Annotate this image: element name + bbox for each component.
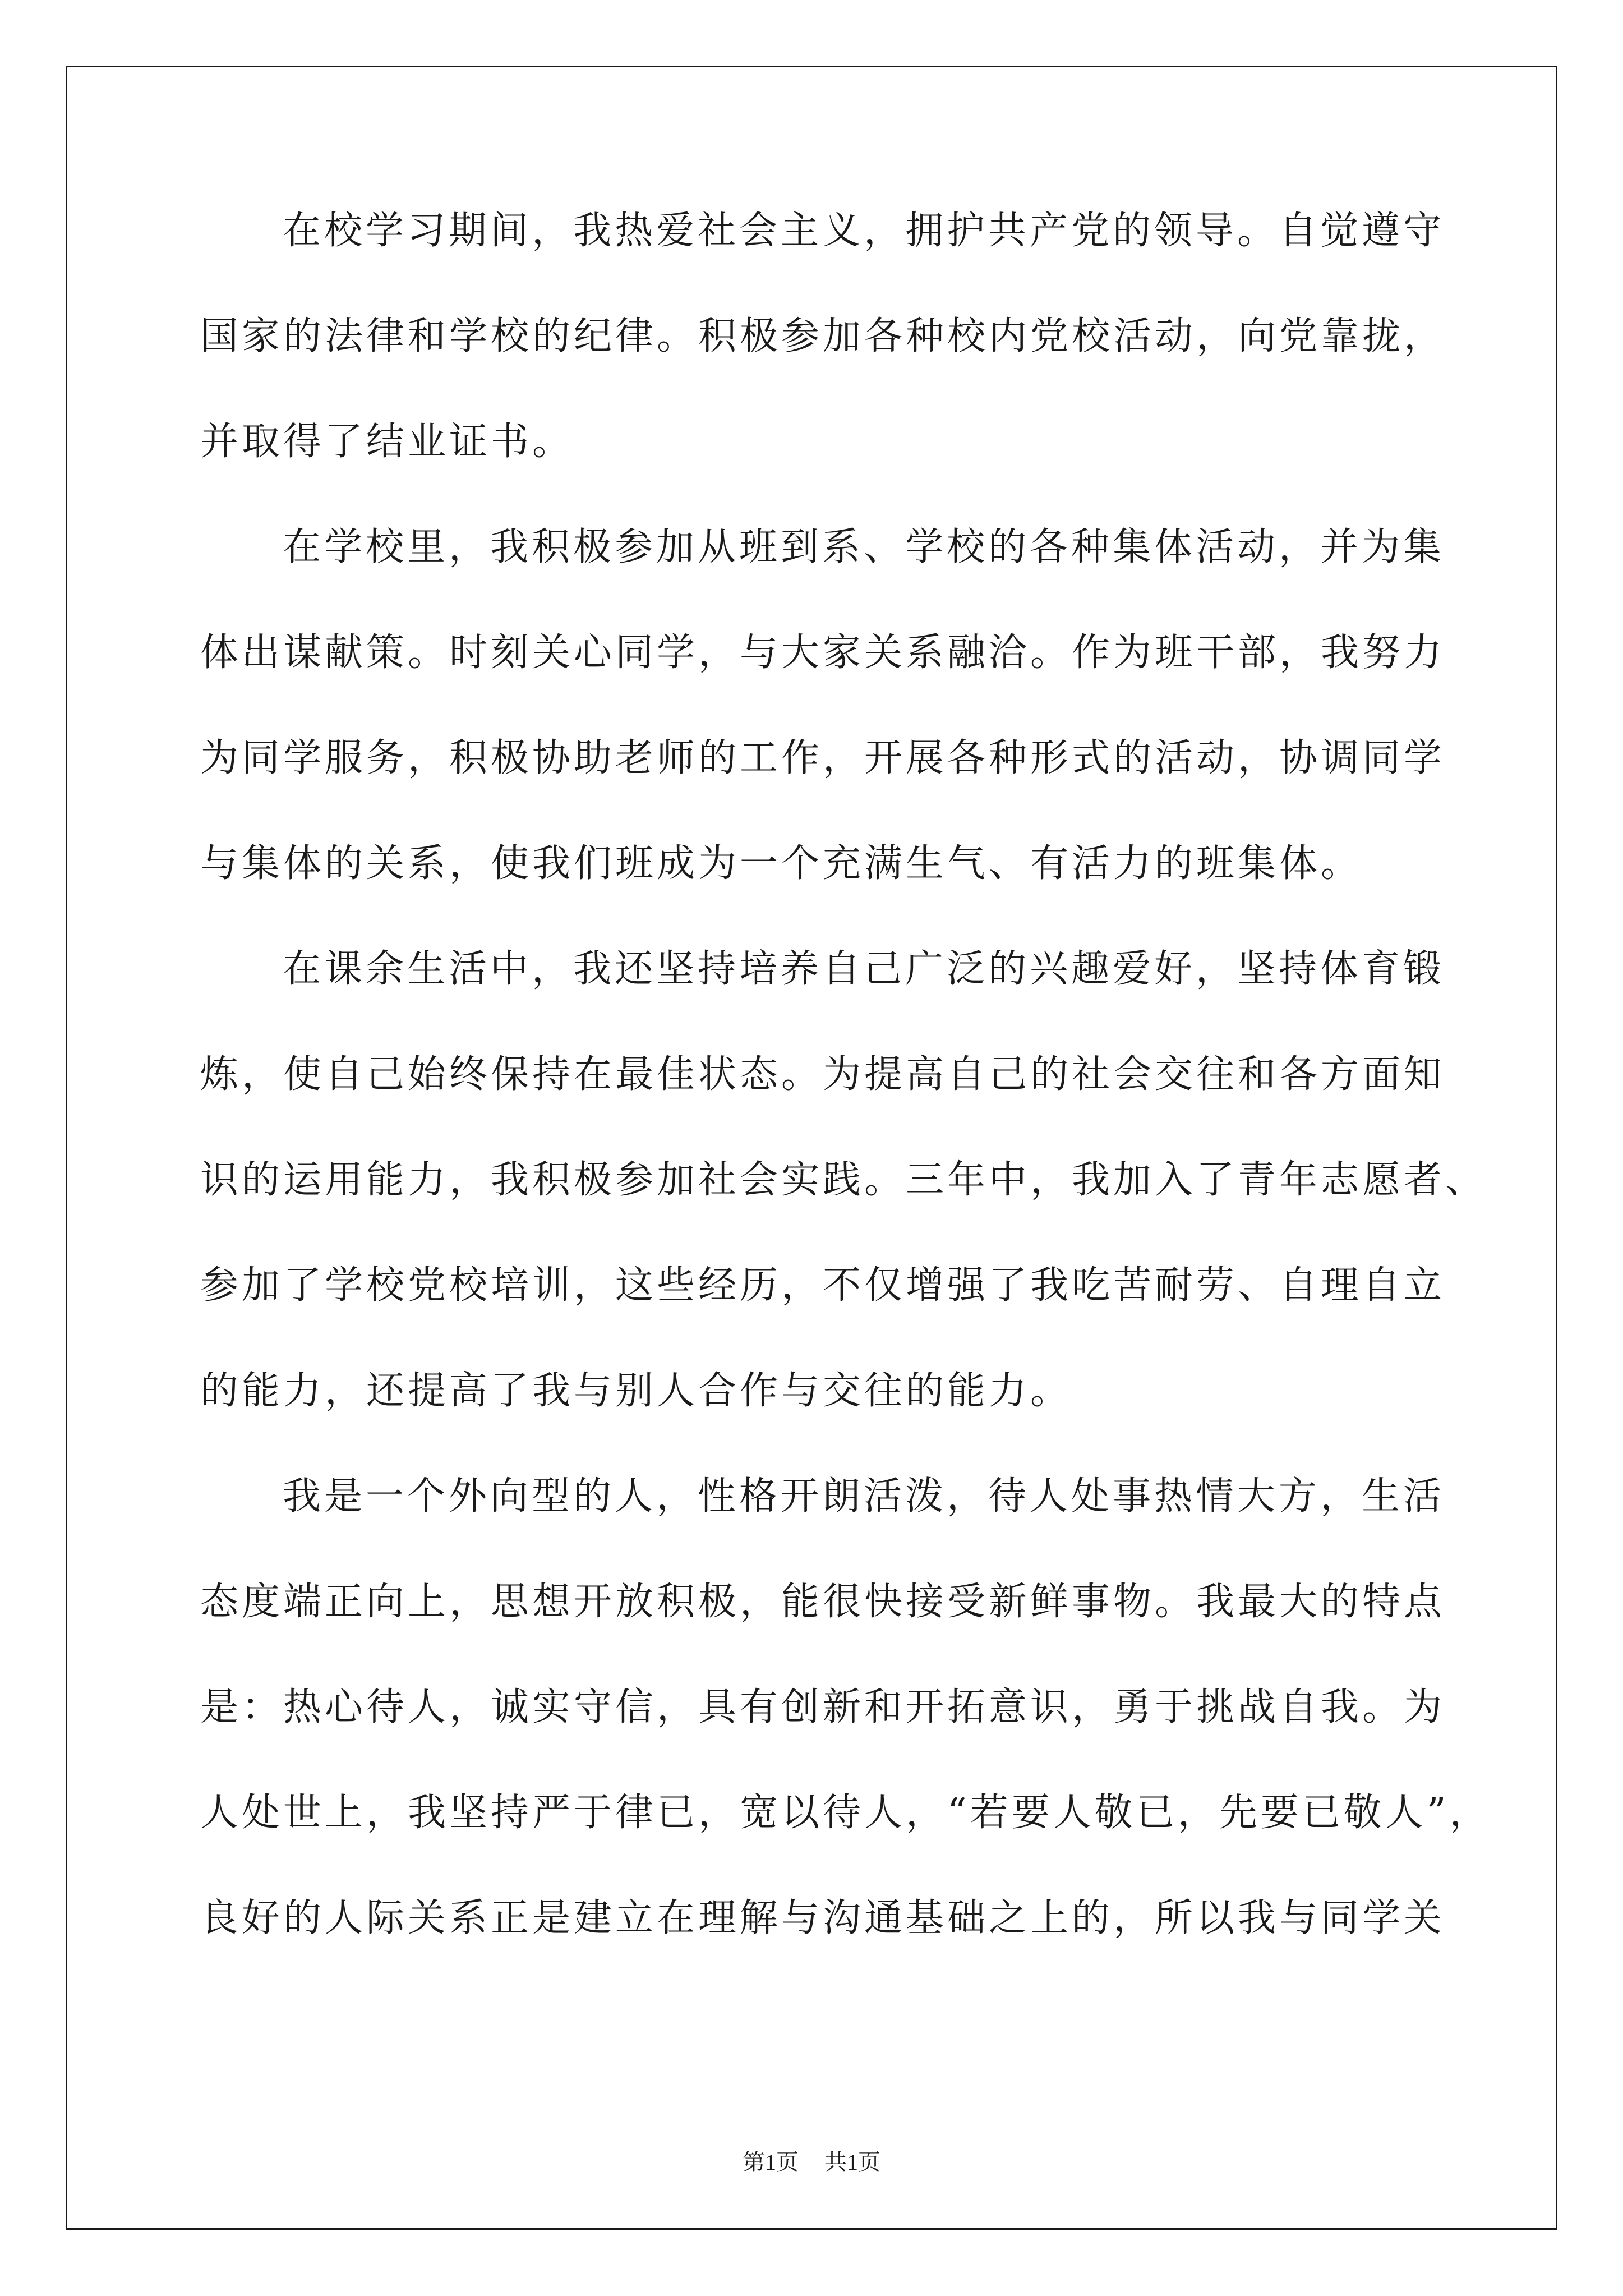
page-number-current: 第1页 bbox=[743, 2150, 799, 2175]
paragraph-4-line-5: 良好的人际关系正是建立在理解与沟通基础之上的，所以我与同学关 bbox=[200, 1896, 1446, 1940]
paragraph-3-line-3: 识的运用能力，我积极参加社会实践。三年中，我加入了青年志愿者、 bbox=[200, 1158, 1487, 1202]
paragraph-2-line-1: 在学校里，我积极参加从班到系、学校的各种集体活动，并为集 bbox=[283, 525, 1445, 569]
paragraph-3-line-2: 炼，使自己始终保持在最佳状态。为提高自己的社会交往和各方面知 bbox=[200, 1052, 1446, 1097]
paragraph-1-line-2: 国家的法律和学校的纪律。积极参加各种校内党校活动，向党靠拢， bbox=[200, 314, 1446, 358]
paragraph-3-line-4: 参加了学校党校培训，这些经历，不仅增强了我吃苦耐劳、自理自立 bbox=[200, 1263, 1446, 1308]
paragraph-4-line-3: 是：热心待人，诚实守信，具有创新和开拓意识，勇于挑战自我。为 bbox=[200, 1685, 1446, 1729]
paragraph-4-line-4: 人处世上，我坚持严于律已，宽以待人，“若要人敬已，先要已敬人”， bbox=[200, 1791, 1491, 1835]
paragraph-2-line-3: 为同学服务，积极协助老师的工作，开展各种形式的活动，协调同学 bbox=[200, 736, 1446, 780]
paragraph-2-line-4: 与集体的关系，使我们班成为一个充满生气、有活力的班集体。 bbox=[200, 841, 1363, 886]
paragraph-4-line-2: 态度端正向上，思想开放积极，能很快接受新鲜事物。我最大的特点 bbox=[200, 1580, 1446, 1624]
page-footer bbox=[0, 2151, 1623, 2174]
paragraph-4-line-1: 我是一个外向型的人，性格开朗活泼，待人处事热情大方，生活 bbox=[283, 1474, 1445, 1519]
paragraph-2-line-2: 体出谋献策。时刻关心同学，与大家关系融洽。作为班干部，我努力 bbox=[200, 631, 1446, 675]
paragraph-3-line-5: 的能力，还提高了我与别人合作与交往的能力。 bbox=[200, 1369, 1072, 1413]
document-body bbox=[200, 209, 1491, 2005]
paragraph-1-line-1: 在校学习期间，我热爱社会主义，拥护共产党的领导。自觉遵守 bbox=[283, 209, 1445, 253]
paragraph-3-line-1: 在课余生活中，我还坚持培养自己广泛的兴趣爱好，坚持体育锻 bbox=[283, 947, 1445, 991]
page-number-total: 共1页 bbox=[824, 2150, 880, 2175]
paragraph-1-line-3: 并取得了结业证书。 bbox=[200, 420, 574, 464]
